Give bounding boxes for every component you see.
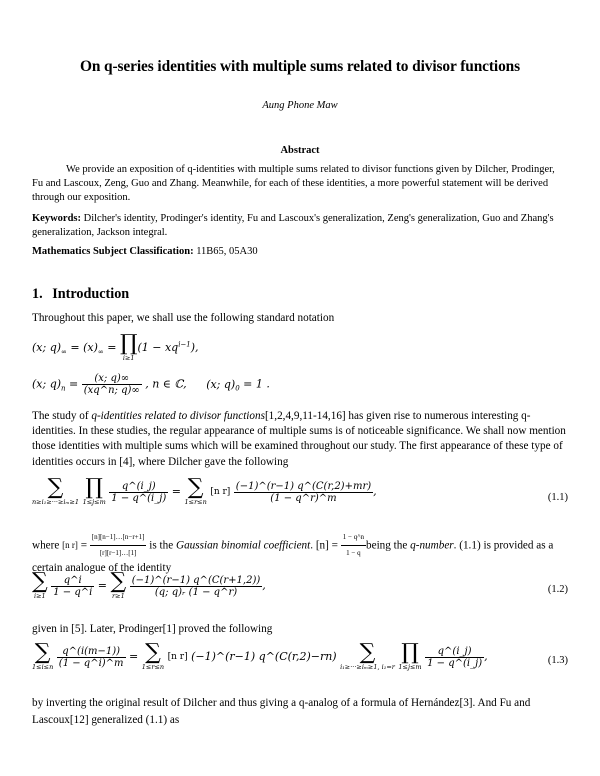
equation-1-3-number: (1.3) [547,655,568,666]
notation-eq-1: (x; $q)_\infty = (x)_\infty$ = ∏ i≥1 $(1 - xq^{i-1})$, [32,331,199,362]
equation-1-1: ∑ n≥i₁≥···≥iₘ≥1 ∏ 1≤j≤m $\frac{q\^{}(i\_j)}{1 - q\^{}(i\_j)}$ = ∑ 1≤r≤n [n r] $\frac{(-1)\^{}(r-1) q\^{}(C(r,2)+mr)}{(1 - q\^{}r)\^{}m}$ , (1.1) [32,475,568,506]
paragraph-notation: Throughout this paper, we shall use the following standard notation [32,312,335,324]
paragraph-binomial: where [n r] = $\frac{[n][n-1]\dots[n-r+1]}{[r][r-1]\dots[1]}$ is the Gaussian binomial coefficient. [n] = $\frac{1 - q\^{}n}{1 - q}$ being the q-number. (1.1) is provided as a certain analogue of the identity [32,530,568,577]
keywords-text: Dilcher's identity, Prodinger's identity, Fu and Lascoux's generalization, Zeng's generalization, Guo and Zhang's generalization, Jackson integral. [32,213,554,238]
abstract-heading: Abstract [280,145,320,156]
equation-1-3: ∑ 1≤i≤n $\frac{q\^{}(i(m-1))}{(1 - q\^{}i)\^{}m}$ = ∑ 1≤r≤n [n r] (−1)^(r−1) q^(C(r,2)−rn) ∑ i₁≥···≥iₘ≥1, i₁=r ∏ 1≤j≤m $\frac{q\^{}(i\_j)}{1 - q\^{}(i\_j)}$ , (1.3) [32,640,568,671]
equation-1-1-number: (1.1) [547,492,568,503]
paper-title: On q-series identities with multiple sums related to divisor functions [79,58,521,75]
equation-1-2: ∑ i≥1 $\frac{q\^{}i}{1 - q\^{}i}$ = ∑ r≥1 $\frac{(-1)\^{}(r-1) q\^{}(C(r+1,2))}{\text{(q; q)ᵣ (1 − q\textasciicircum{}r)}}$ , (1.2) [32,569,568,600]
msc-label: Mathematics Subject Classification: [32,246,194,257]
keywords-label: Keywords: [32,213,81,224]
section-number: 1. [32,286,43,302]
author-name: Aung Phone Maw [262,100,338,111]
notation-eq-2: (x; $q)_n$ = $\frac{(x; q)\infty}{(xq\^{}n; q)\infty}$ , n ∈ ℂ, (x; $q)_0 = 1$ . [32,373,270,396]
keywords [32,212,568,240]
paragraph-hernandez: by inverting the original result of Dilcher and thus giving a q-analog of a formula of Hernández[3]. And Fu and Lascoux[12] generalized (1.1) as [32,697,531,726]
msc-codes: 11B65, 05A30 [196,246,258,257]
section-title: Introduction [52,286,130,302]
msc-line [32,245,568,259]
paragraph-study: The study of q-identities related to divisor functions[1,2,4,9,11-14,16] has given rise to numerous interesting q-identities. In these studies, the regular appearance of multiple sums is of noticeable significance. We shall now mention those identities with multiple sums which will be examined throughout our study. The first appearance of these type of identities occurs in [4], where Dilcher gave the following [32,410,566,468]
abstract-body: We provide an exposition of q-identities with multiple sums related to divisor functions given by Dilcher, Prodinger, Fu and Lascoux, Zeng, Guo and Zhang. Meanwhile, for each of these identities, a more powerful statement will be derived through our exposition. [32,164,555,203]
paragraph-prodinger: given in [5]. Later, Prodinger[1] proved the following [32,623,273,635]
section-heading [32,286,129,303]
equation-1-2-number: (1.2) [547,584,568,595]
